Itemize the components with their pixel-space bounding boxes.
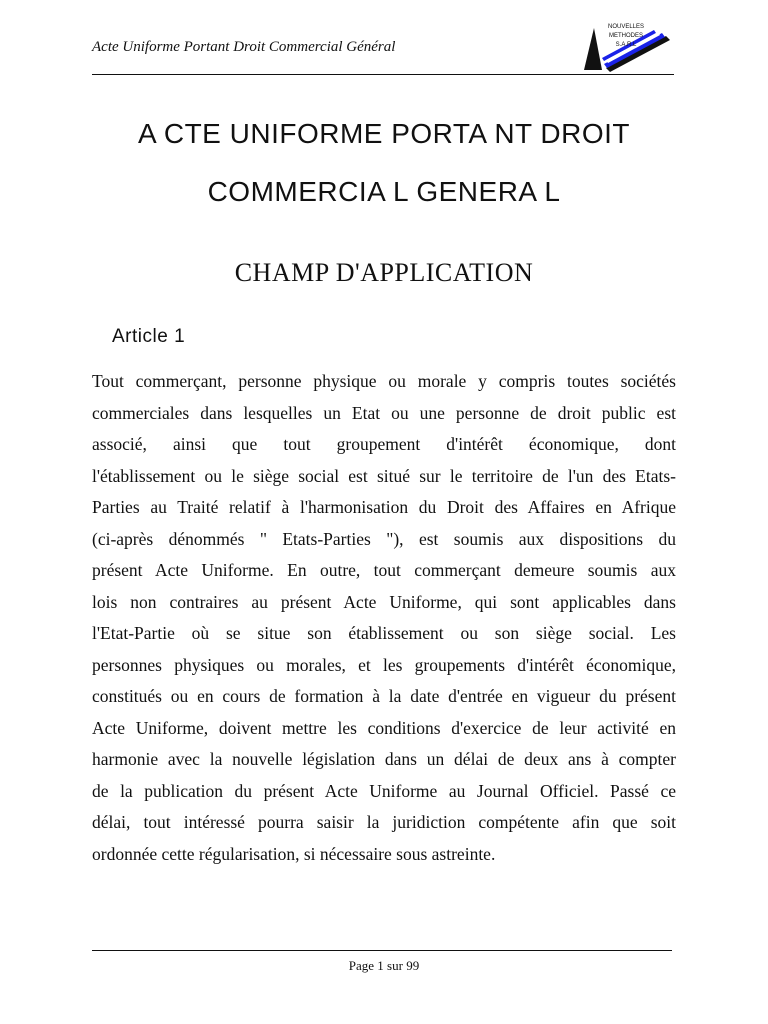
article-body-line: présent Acte Uniforme. En outre, tout commerçant demeure soumis aux [92,560,676,580]
header-title: Acte Uniforme Portant Droit Commercial Général [92,39,396,55]
article-body-line: Parties au Traité relatif à l'harmonisation du Droit des Affaires en Afrique [92,497,676,517]
article-body-line: constitués ou en cours de formation à la date d'entrée en vigueur du présent [92,686,676,706]
section-subtitle: CHAMP D'APPLICATION [234,258,534,287]
logo-text-2: METHODES [608,33,643,39]
document-title-line-2: COMMERCIA L GENERA L [207,176,561,207]
logo-text-1: NOUVELLES [607,24,644,30]
logo-triangle [584,28,602,70]
article-body-line: associé, ainsi que tout groupement d'intérêt économique, dont [92,434,676,454]
article-body-line: l'établissement ou le siège social est situé sur le territoire de l'un des Etats- [92,465,676,486]
article-body-line: de la publication du présent Acte Uniforme au Journal Officiel. Passé ce [92,780,676,801]
document-title-line-1: A CTE UNIFORME PORTA NT DROIT [137,118,631,149]
article-body-line: harmonie avec la nouvelle législation dans un délai de deux ans à compter [92,749,676,769]
page-header [92,0,674,76]
article-heading: Article 1 [112,326,186,347]
logo-text-3: S.A.R.L [615,42,637,48]
article-body-line: Tout commerçant, personne physique ou morale y compris toutes sociétés [92,371,676,391]
article-body-line: (ci-après dénommés " Etats-Parties "), est soumis aux dispositions du [92,528,676,549]
header-divider [92,74,674,75]
article-body-line: Acte Uniforme, doivent mettre les conditions d'exercice de leur activité en [92,717,676,738]
footer-divider [92,950,672,951]
article-body-line: l'Etat-Partie où se situe son établissement ou son siège social. Les [92,623,676,643]
page-number: Page 1 sur 99 [348,958,420,973]
article-body-line: commerciales dans lesquelles un Etat ou une personne de droit public est [92,402,676,423]
nouvelles-methodes-logo [582,24,674,72]
article-body-line: personnes physiques ou morales, et les groupements d'intérêt économique, [92,654,676,675]
article-body-line: délai, tout intéressé pourra saisir la juridiction compétente afin que soit [92,812,676,832]
article-body [92,366,676,870]
article-body-line: lois non contraires au présent Acte Uniforme, qui sont applicables dans [92,591,676,612]
article-body-line: ordonnée cette régularisation, si nécessaire sous astreinte. [92,843,496,864]
